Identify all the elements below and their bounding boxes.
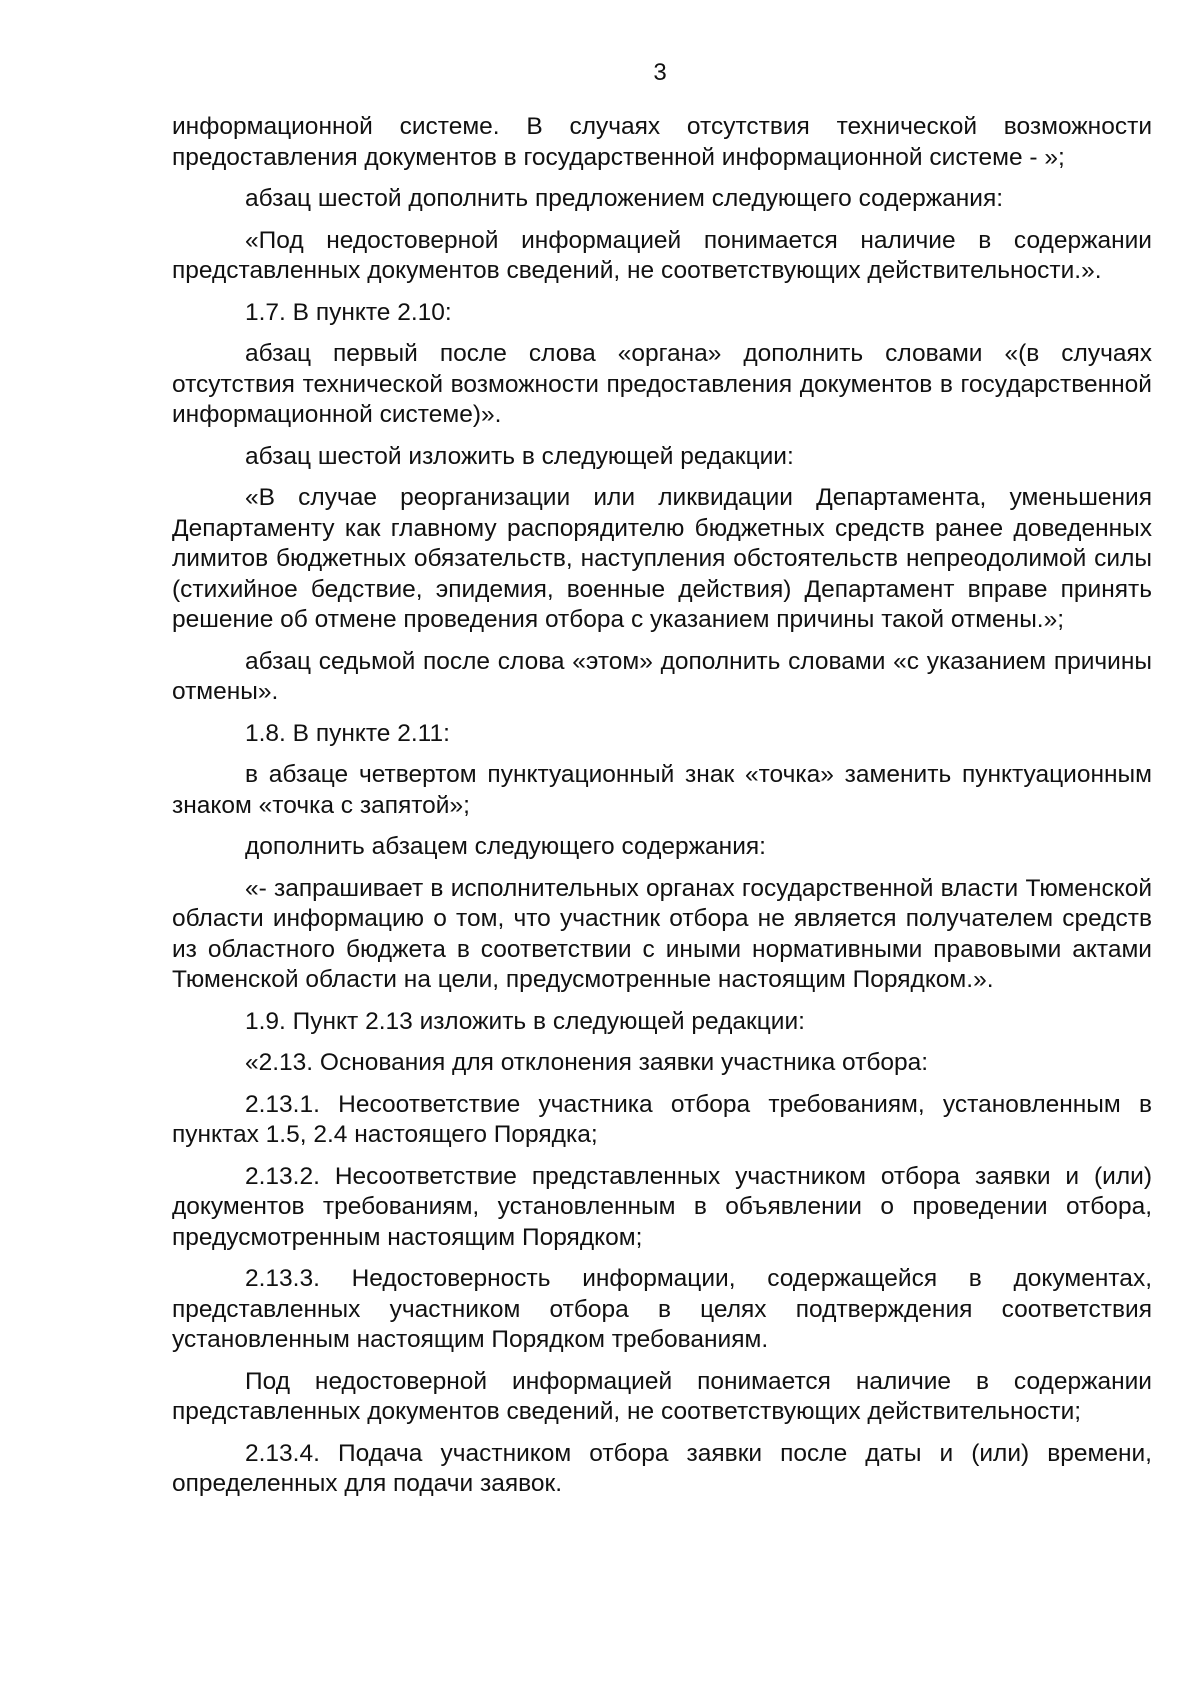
paragraph: абзац первый после слова «органа» дополнить словами «(в случаях отсутствия технической возможности предоставления документов в государственной информационной системе)». bbox=[172, 340, 1152, 428]
paragraph: абзац седьмой после слова «этом» дополнить словами «с указанием причины отмены». bbox=[172, 647, 1152, 705]
paragraph: «В случае реорганизации или ликвидации Департамента, уменьшения Департаменту как главному распорядителю бюджетных средств ранее доведенных лимитов бюджетных обязательств, наступления обстоятельств непреодолимой силы (стихийное бедствие, эпидемия, военные действия) Департамент вправе принять решение об отмене проведения отбора с указанием причины такой отмены.»; bbox=[172, 484, 1152, 633]
paragraph: Под недостоверной информацией понимается наличие в содержании представленных документов сведений, не соответствующих действительности; bbox=[172, 1367, 1152, 1425]
list-item: 2.13.2. Несоответствие представленных участником отбора заявки и (или) документов требованиям, установленным в объявлении о проведении отбора, предусмотренным настоящим Порядком; bbox=[172, 1162, 1152, 1251]
paragraph: «2.13. Основания для отклонения заявки участника отбора: bbox=[245, 1049, 929, 1076]
paragraph: «Под недостоверной информацией понимается наличие в содержании представленных документов сведений, не соответствующих действительности.». bbox=[172, 226, 1152, 284]
document-body bbox=[172, 112, 1152, 1511]
paragraph: в абзаце четвертом пунктуационный знак «точка» заменить пунктуационным знаком «точка с запятой»; bbox=[172, 761, 1152, 819]
paragraph: «- запрашивает в исполнительных органах государственной власти Тюменской области информацию о том, что участник отбора не является получателем средств из областного бюджета в соответствии с иными нормативными правовыми актами Тюменской области на цели, предусмотренные настоящим Порядком.». bbox=[172, 874, 1152, 993]
section-heading: 1.8. В пункте 2.11: bbox=[245, 719, 450, 747]
list-item: 2.13.1. Несоответствие участника отбора требованиям, установленным в пунктах 1.5, 2.4 настоящего Порядка; bbox=[172, 1090, 1152, 1148]
section-heading: 1.9. Пункт 2.13 изложить в следующей редакции: bbox=[245, 1007, 805, 1035]
paragraph-continuation: информационной системе. В случаях отсутствия технической возможности предоставления документов в государственной информационной системе - »; bbox=[172, 113, 1152, 171]
paragraph: абзац шестой дополнить предложением следующего содержания: bbox=[245, 185, 1004, 212]
paragraph: дополнить абзацем следующего содержания: bbox=[245, 833, 766, 860]
list-item: 2.13.3. Недостоверность информации, содержащейся в документах, представленных участником отбора в целях подтверждения соответствия установленным настоящим Порядком требованиям. bbox=[172, 1265, 1152, 1353]
list-item: 2.13.4. Подача участником отбора заявки после даты и (или) времени, определенных для подачи заявок. bbox=[172, 1439, 1152, 1497]
paragraph: абзац шестой изложить в следующей редакции: bbox=[245, 442, 794, 470]
section-heading: 1.7. В пункте 2.10: bbox=[245, 298, 452, 326]
page-number: 3 bbox=[653, 59, 667, 86]
